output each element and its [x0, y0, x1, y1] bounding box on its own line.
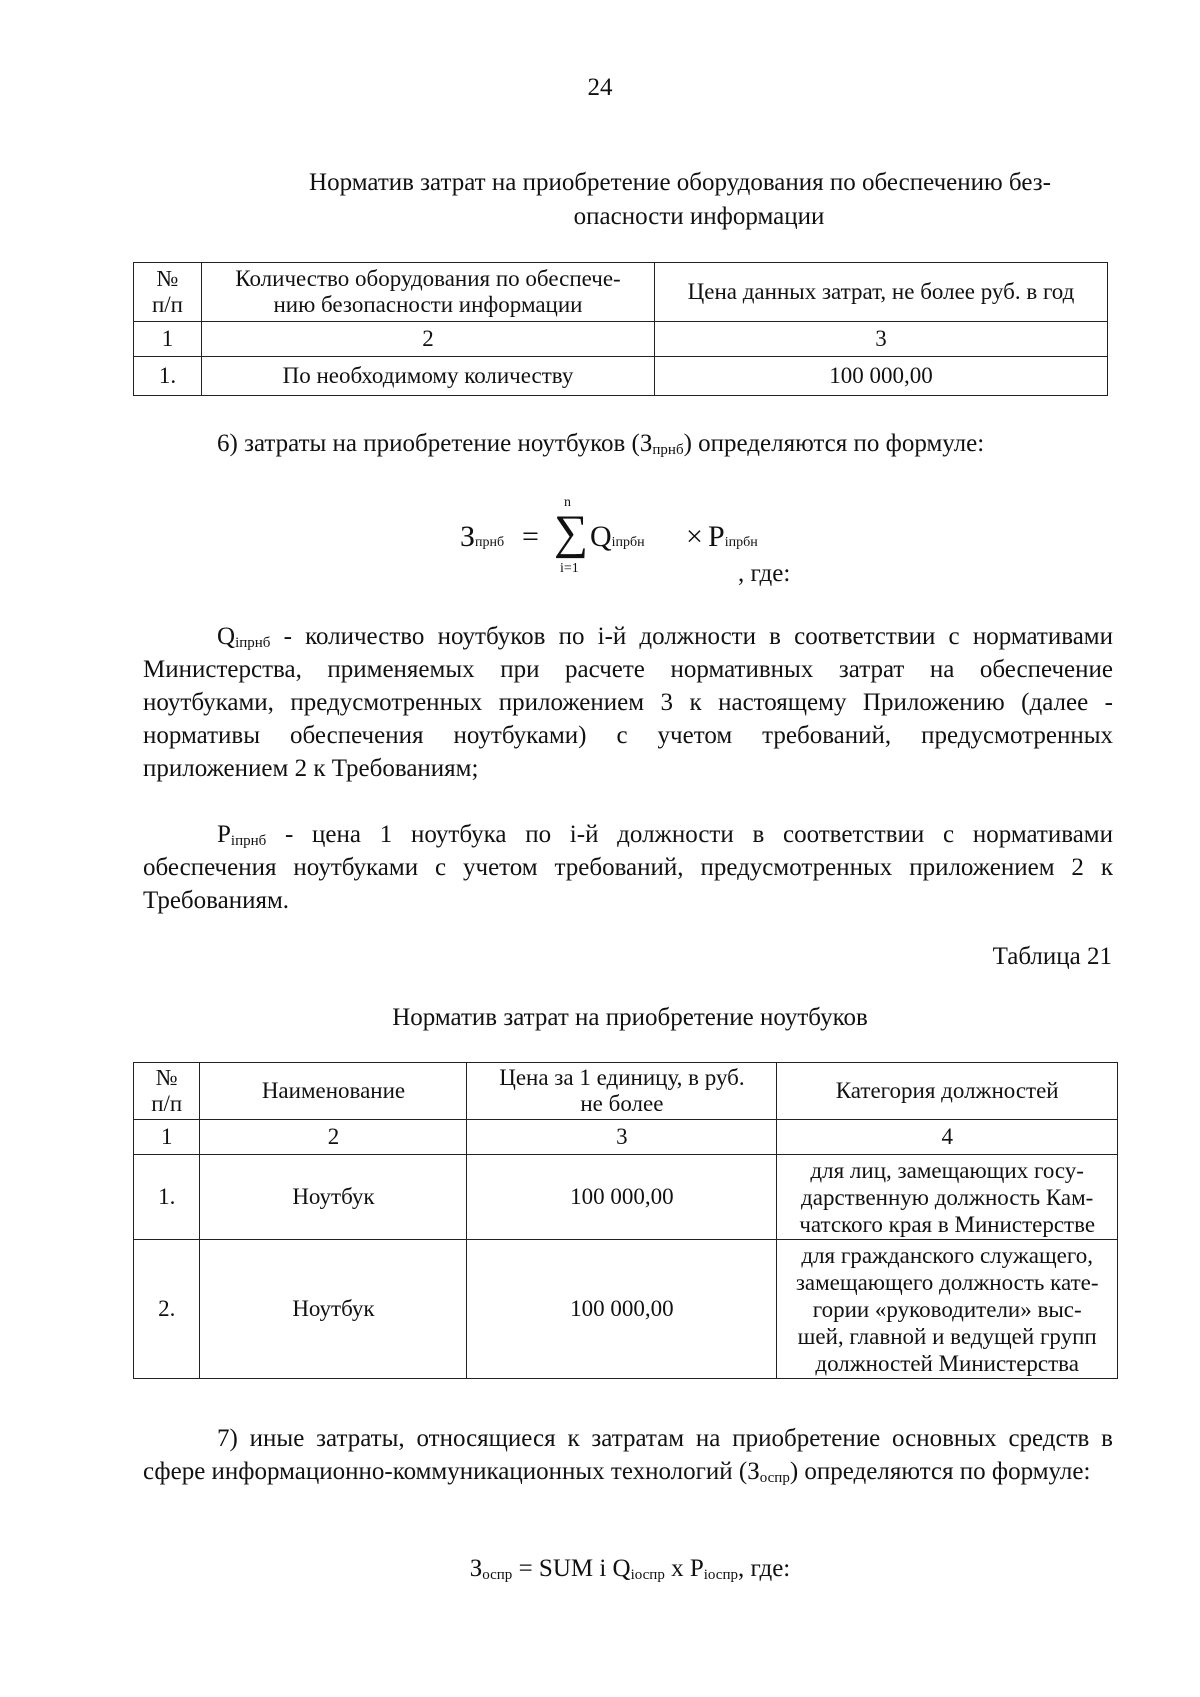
header-cell: № п/п [134, 263, 202, 322]
item-7-subscript: оспр [759, 1470, 790, 1486]
formula2-lhs-sub: оспр [482, 1567, 513, 1583]
table-21-label: Таблица 21 [992, 943, 1112, 970]
item-7-text-end: ) определяются по формуле: [789, 1458, 1091, 1485]
header-cell: Количество оборудования по обеспече- нию безопасности информации [202, 263, 655, 322]
formula-lhs [460, 521, 504, 559]
sigma-icon: ∑ [554, 506, 589, 559]
q-def-text: - количество ноутбуков по i-й должности в соответствии с нормативами Министерства, применяемых при расчете нормативных затрат на обеспечение ноутбуками, предусмотренных приложением 3 к настоящему Приложению (далее - нормативы обеспечения ноутбуками) с учетом требований, предусмотренных приложением 2 к Требованиям; [143, 623, 1113, 782]
page-number: 24 [587, 74, 613, 101]
formula2-mid: = SUM i Q [512, 1555, 631, 1582]
table-row [134, 1240, 1118, 1379]
column-number: 3 [467, 1120, 777, 1155]
item-6-text: 6) затраты на приобретение ноутбуков (З [217, 430, 653, 457]
formula2-lhs: З [469, 1555, 483, 1582]
item-6-text-end: ) определяются по формуле: [683, 430, 985, 457]
table-21-title: Норматив затрат на приобретение ноутбуков [392, 1004, 868, 1031]
formula-p [708, 521, 758, 559]
column-number-row [134, 322, 1108, 357]
q-def-subscript: iпрнб [235, 635, 271, 651]
item-6-subscript: прнб [652, 442, 684, 458]
q-definition [143, 620, 1113, 785]
header-cell: Цена за 1 единицу, в руб. не более [467, 1063, 777, 1120]
column-number: 3 [654, 322, 1107, 357]
table-row [134, 1155, 1118, 1240]
header-cell: № п/п [134, 1063, 200, 1120]
column-number: 1 [134, 322, 202, 357]
formula-p-sub: iпрбн [724, 535, 758, 550]
column-number: 2 [202, 322, 655, 357]
table-cell: Ноутбук [200, 1240, 467, 1379]
formula2-x: x P [664, 1555, 704, 1582]
notebook-cost-table [133, 1062, 1118, 1379]
table-cell: Ноутбук [200, 1155, 467, 1240]
p-def-subscript: iпрнб [230, 833, 267, 849]
formula-lhs-symbol: З [460, 520, 476, 553]
formula2-q-sub: iоспр [630, 1567, 665, 1583]
column-number-row [134, 1120, 1118, 1155]
table-cell: для гражданского служащего, замещающего должность кате- гории «руководители» выс- шей, главной и ведущей групп должностей Министерства [777, 1240, 1118, 1379]
p-definition [143, 818, 1113, 917]
table-header-row [134, 1063, 1118, 1120]
item-7-text: 7) иные затраты, относящиеся к затратам на приобретение основных средств в сфере информационно-коммуникационных технологий (З [143, 1425, 1113, 1485]
formula-q-sub: iпрбн [611, 535, 645, 550]
formula-upper-limit: n [564, 495, 571, 510]
section-title-equipment [240, 166, 1110, 234]
equipment-cost-table [133, 262, 1108, 396]
formula2-end: , где: [737, 1555, 791, 1582]
formula-times: × [686, 520, 703, 553]
header-cell: Наименование [200, 1063, 467, 1120]
formula-q [590, 521, 645, 559]
item-7-paragraph [143, 1422, 1113, 1488]
formula-p-symbol: P [708, 520, 725, 553]
item-6-paragraph [143, 428, 1113, 460]
p-def-symbol: P [217, 821, 231, 848]
other-costs-formula [0, 1553, 1200, 1585]
table-cell: 1. [134, 357, 202, 396]
section-title-line1: Норматив затрат на приобретение оборудования по обеспечению без- [309, 169, 1051, 196]
table-cell: для лиц, замещающих госу- дарственную должность Кам- чатского края в Министерстве [777, 1155, 1118, 1240]
formula-equals: = [522, 520, 539, 553]
header-cell: Цена данных затрат, не более руб. в год [654, 263, 1107, 322]
formula-lhs-sub: прнб [475, 535, 505, 550]
table-header-row [134, 263, 1108, 322]
column-number: 2 [200, 1120, 467, 1155]
table-cell: 100 000,00 [654, 357, 1107, 396]
p-def-text: - цена 1 ноутбука по i-й должности в соответствии с нормативами обеспечения ноутбуками с учетом требований, предусмотренных приложением 2 к Требованиям. [143, 821, 1113, 914]
q-def-symbol: Q [217, 623, 236, 650]
formula2-p-sub: iоспр [703, 1567, 738, 1583]
column-number: 4 [777, 1120, 1118, 1155]
table-cell: 2. [134, 1240, 200, 1379]
header-cell: Категория должностей [777, 1063, 1118, 1120]
formula-where: , где: [738, 560, 791, 587]
section-title-line2: опасности информации [573, 203, 825, 230]
formula-q-symbol: Q [590, 520, 612, 553]
table-cell: 100 000,00 [467, 1240, 777, 1379]
table-cell: 1. [134, 1155, 200, 1240]
table-row [134, 357, 1108, 396]
formula-lower-limit: i=1 [560, 561, 579, 576]
column-number: 1 [134, 1120, 200, 1155]
table-cell: По необходимому количеству [202, 357, 655, 396]
table-cell: 100 000,00 [467, 1155, 777, 1240]
